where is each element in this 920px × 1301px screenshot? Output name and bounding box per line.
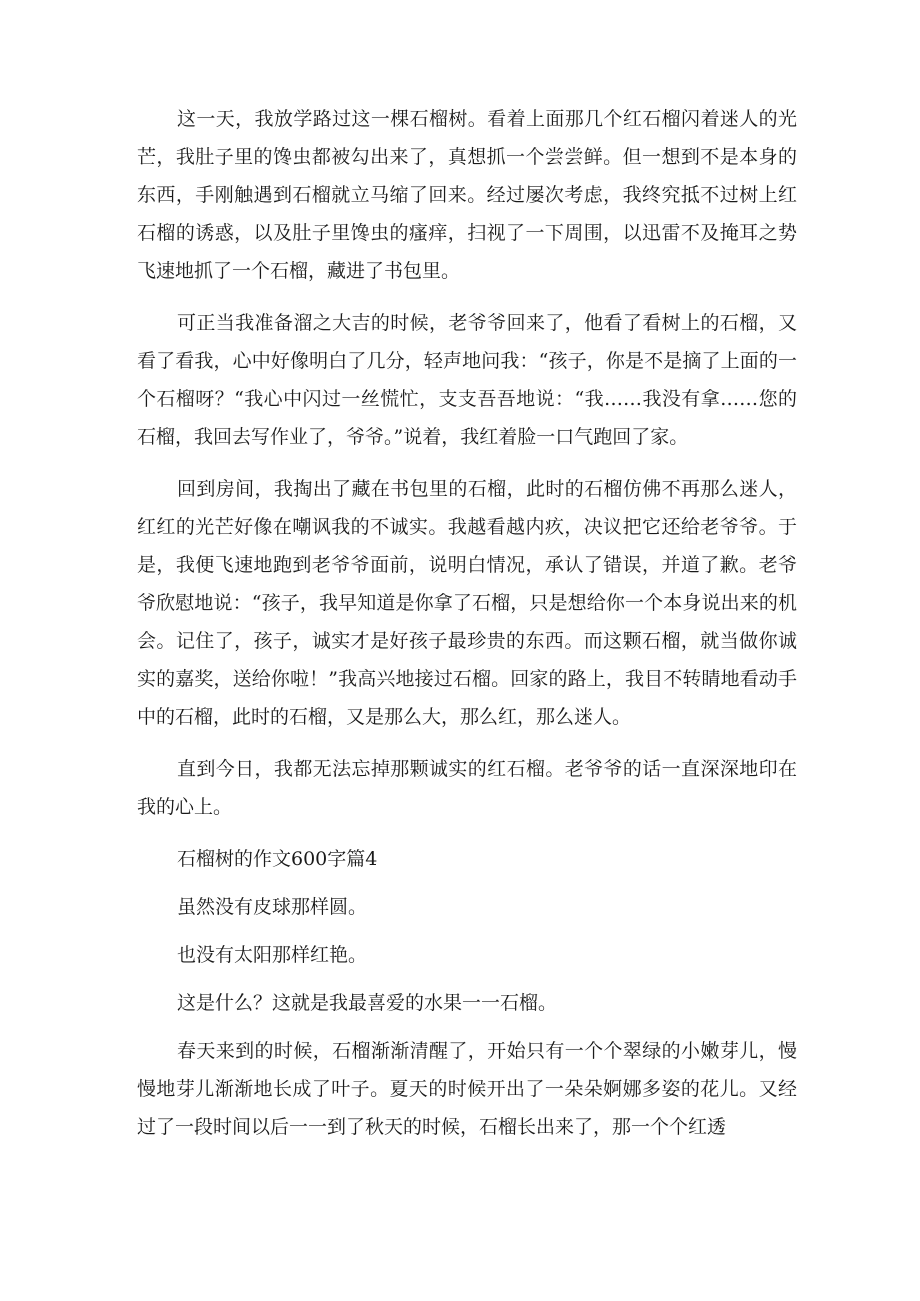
- paragraph-1: 这一天，我放学路过这一棵石榴树。看着上面那几个红石榴闪着迷人的光芒，我肚子里的馋虫都被勾出来了，真想抓一个尝尝鲜。但一想到不是本身的东西，手刚触遇到石榴就立马缩了回来。经过屡次考虑，我终究抵不过树上红石榴的诱惑，以及肚子里馋虫的瘙痒，扫视了一下周围，以迅雷不及掩耳之势飞速地抓了一个石榴，藏进了书包里。: [137, 108, 797, 282]
- short-line-1: 虽然没有皮球那样圆。: [177, 896, 368, 918]
- final-paragraph: 春天来到的时候，石榴渐渐清醒了，开始只有一个个翠绿的小嫩芽儿，慢慢地芽儿渐渐地长成了叶子。夏天的时候开出了一朵朵婀娜多姿的花儿。又经过了一段时间以后一一到了秋天的时候，石榴长出来了，那一个个红透: [137, 1040, 797, 1138]
- paragraph-2: 可正当我准备溜之大吉的时候，老爷爷回来了，他看了看树上的石榴，又看了看我，心中好像明白了几分，轻声地问我：“孩子，你是不是摘了上面的一个石榴呀？“我心中闪过一丝慌忙，支支吾吾地说：“我……我没有拿……您的石榴，我回去写作业了，爷爷。”说着，我红着脸一口气跑回了家。: [137, 312, 797, 448]
- short-line-2: 也没有太阳那样红艳。: [177, 944, 368, 966]
- paragraph-3: 回到房间，我掏出了藏在书包里的石榴，此时的石榴仿佛不再那么迷人，红红的光芒好像在嘲讽我的不诚实。我越看越内疚，决议把它还给老爷爷。于是，我便飞速地跑到老爷爷面前，说明白情况，承认了错误，并道了歉。老爷爷欣慰地说：“孩子，我早知道是你拿了石榴，只是想给你一个本身说出来的机会。记住了，孩子，诚实才是好孩子最珍贵的东西。而这颗石榴，就当做你诚实的嘉奖，送给你啦！”我高兴地接过石榴。回家的路上，我目不转睛地看动手中的石榴，此时的石榴，又是那么大，那么红，那么迷人。: [137, 478, 797, 728]
- essay-body: [137, 100, 797, 1160]
- essay-heading: 石榴树的作文600字篇4: [177, 848, 378, 870]
- paragraph-4: 直到今日，我都无法忘掉那颗诚实的红石榴。老爷爷的话一直深深地印在我的心上。: [137, 758, 797, 818]
- short-line-3: 这是什么？这就是我最喜爱的水果一一石榴。: [177, 992, 558, 1014]
